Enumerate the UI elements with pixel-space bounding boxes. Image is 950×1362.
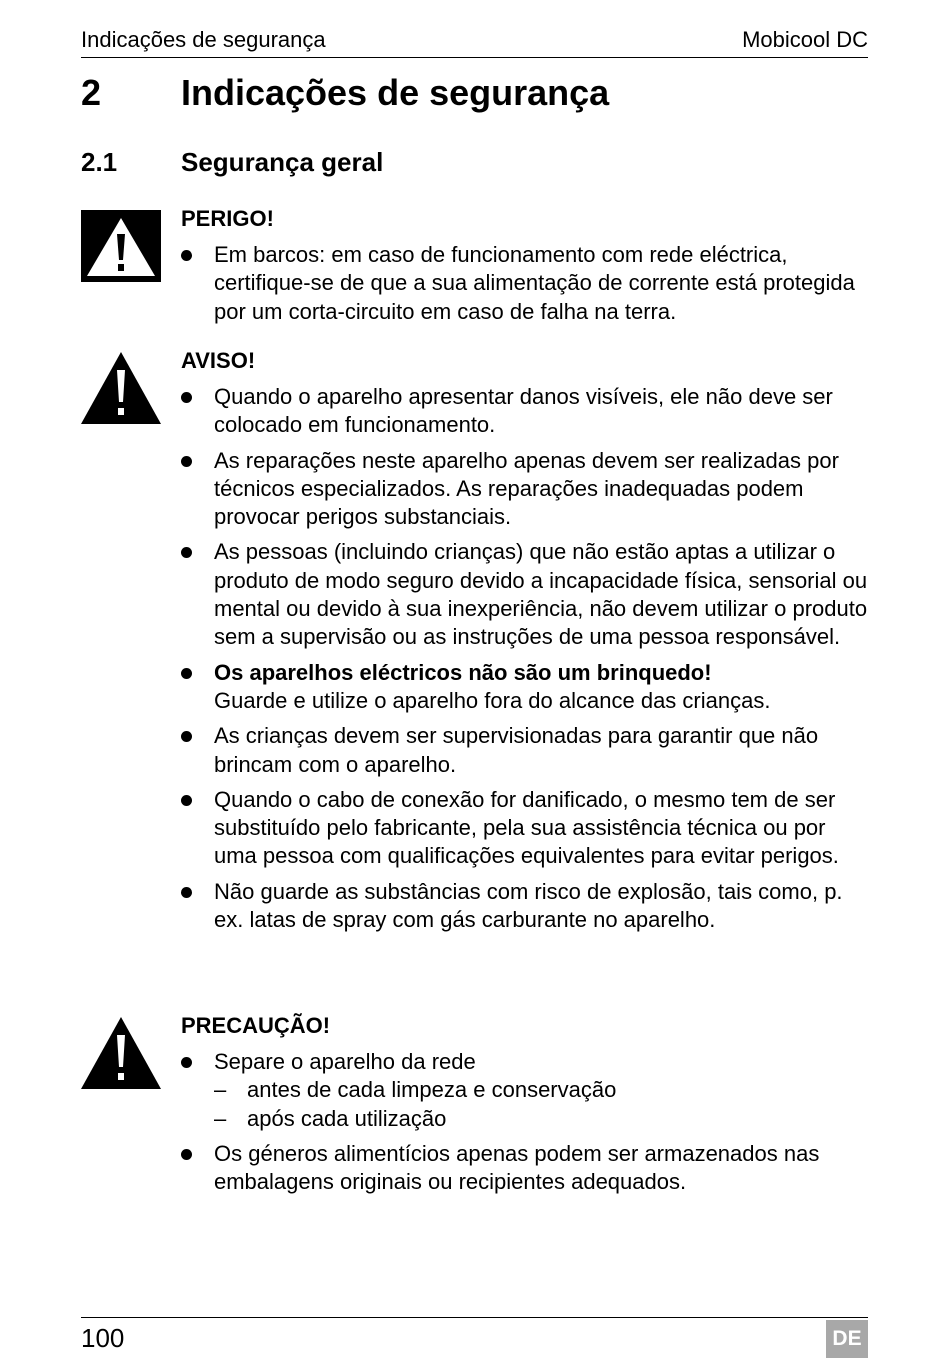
list-item-text: As crianças devem ser supervisionadas para garantir que não brincam com o aparelho. xyxy=(214,723,819,777)
section-title: Segurança geral xyxy=(181,147,384,177)
bullet-icon xyxy=(181,731,192,742)
bullet-icon xyxy=(181,1149,192,1160)
danger-label: PERIGO! xyxy=(181,206,274,231)
sub-list-item-text: antes de cada limpeza e conservação xyxy=(247,1077,617,1103)
list-item xyxy=(181,659,871,716)
language-badge: DE xyxy=(826,1320,868,1358)
caution-list xyxy=(181,1048,871,1203)
list-item-bold-text: Os aparelhos eléctricos não são um brinquedo! xyxy=(214,659,712,685)
sub-list xyxy=(214,1076,871,1133)
list-item xyxy=(181,447,871,532)
bullet-icon xyxy=(181,250,192,261)
section-number: 2.1 xyxy=(81,147,118,177)
list-item-text: Em barcos: em caso de funcionamento com rede eléctrica, certifique-se de que a sua alimentação de corrente está protegida por um corta-circuito em caso de falha na terra. xyxy=(214,242,855,324)
list-item xyxy=(181,722,871,779)
dash-marker: – xyxy=(214,1105,227,1131)
sub-list-item xyxy=(214,1076,871,1104)
danger-list xyxy=(181,241,871,333)
warning-list xyxy=(181,383,871,941)
chapter-number: 2 xyxy=(81,72,102,113)
bullet-icon xyxy=(181,1057,192,1068)
bullet-icon xyxy=(181,456,192,467)
list-item xyxy=(181,383,871,440)
list-item-text: Quando o aparelho apresentar danos visíveis, ele não deve ser colocado em funcionamento. xyxy=(214,384,833,438)
page-number: 100 xyxy=(81,1323,125,1353)
sub-list-item xyxy=(214,1105,871,1133)
list-item-text: Quando o cabo de conexão for danificado, o mesmo tem de ser substituído pelo fabricante, pela sua assistência técnica ou por uma pessoa com qualificações equivalentes para evitar perigos. xyxy=(214,786,839,869)
list-item-text: Separe o aparelho da rede xyxy=(214,1049,476,1074)
warning-triangle-icon xyxy=(81,352,161,424)
sub-list-item-text: após cada utilização xyxy=(247,1105,447,1131)
list-item xyxy=(181,878,871,935)
bullet-icon xyxy=(181,795,192,806)
list-item-text: Guarde e utilize o aparelho fora do alcance das crianças. xyxy=(214,687,771,713)
caution-label: PRECAUÇÃO! xyxy=(181,1013,331,1038)
warning-triangle-boxed-icon xyxy=(81,210,161,282)
chapter-title: Indicações de segurança xyxy=(181,72,610,113)
list-item-text: Os géneros alimentícios apenas podem ser armazenados nas embalagens originais ou recipientes adequados. xyxy=(214,1140,820,1195)
list-item xyxy=(181,1140,871,1197)
footer-divider xyxy=(81,1317,868,1318)
list-item xyxy=(181,1048,871,1133)
warning-label: AVISO! xyxy=(181,348,256,373)
header-product-name: Mobicool DC xyxy=(742,27,868,52)
list-item-text: Não guarde as substâncias com risco de explosão, tais como, p. ex. latas de spray com gás carburante no aparelho. xyxy=(214,878,843,933)
header-section-title: Indicações de segurança xyxy=(81,27,326,52)
dash-marker: – xyxy=(214,1077,227,1103)
bullet-icon xyxy=(181,887,192,898)
list-item xyxy=(181,538,871,651)
bullet-icon xyxy=(181,668,192,679)
page-header xyxy=(81,25,868,58)
bullet-icon xyxy=(181,547,192,558)
bullet-icon xyxy=(181,392,192,403)
warning-triangle-icon xyxy=(81,1017,161,1089)
list-item xyxy=(181,241,871,326)
list-item xyxy=(181,786,871,871)
list-item-text: As pessoas (incluindo crianças) que não estão aptas a utilizar o produto de modo seguro devido a incapacidade física, sensorial ou mental ou devido à sua inexperiência, não devem utilizar o produto sem a supervisão ou as instruções de uma pessoa responsável. xyxy=(214,539,868,650)
list-item-text: As reparações neste aparelho apenas devem ser realizadas por técnicos especializados. As reparações inadequadas podem provocar perigos substanciais. xyxy=(214,447,839,530)
